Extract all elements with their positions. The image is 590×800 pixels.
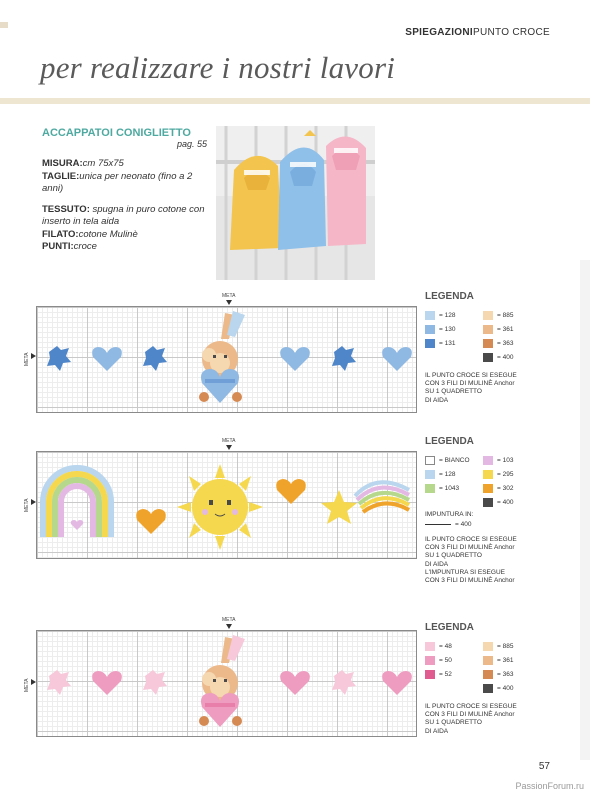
page-title: per realizzare i nostri lavori	[40, 50, 396, 85]
meta-label-top: META	[222, 438, 236, 444]
page-edge-strip	[580, 260, 590, 760]
meta-arrow-top	[226, 445, 232, 450]
color-swatch	[425, 670, 435, 679]
cross-stitch-chart-rainbow-sun	[36, 451, 417, 559]
project-title: ACCAPPATOI CONIGLIETTO	[42, 127, 191, 139]
color-swatch	[425, 311, 435, 320]
sizes-value: unica per neonato (fino a 2 anni)	[42, 170, 193, 194]
color-swatch	[483, 339, 493, 348]
legend-chart-1: LEGENDA = 128 = 885 = 130 = 361 = 131 = 363 = 400 IL PUNTO CROCE SI ESEGUE CON 3 FILI DI MULINÈ Anchor SU 1 QUADRETTO DI AIDA	[425, 291, 575, 405]
size-value: cm 75x75	[82, 158, 124, 169]
impuntura-legend: = 400	[425, 521, 575, 528]
section-header: SPIEGAZIONIPUNTO CROCE	[405, 27, 550, 38]
color-swatch	[483, 311, 493, 320]
color-swatch	[425, 470, 435, 479]
meta-arrow-top	[226, 624, 232, 629]
meta-label-top: META	[222, 293, 236, 299]
watermark: PassionForum.ru	[515, 781, 584, 791]
page-number: 57	[538, 761, 550, 772]
color-swatch	[483, 470, 493, 479]
cross-stitch-chart-bunny-pink	[36, 630, 417, 737]
color-swatch	[425, 325, 435, 334]
color-swatch	[483, 484, 493, 493]
legend-note: IL PUNTO CROCE SI ESEGUE CON 3 FILI DI MULINÈ Anchor SU 1 QUADRETTO DI AIDA	[425, 703, 517, 735]
color-swatch	[425, 339, 435, 348]
color-swatch	[425, 456, 435, 465]
color-swatch	[483, 456, 493, 465]
legend-title: LEGENDA	[425, 291, 474, 302]
color-swatch	[483, 498, 493, 507]
legend-title: LEGENDA	[425, 436, 474, 447]
color-swatch	[483, 353, 493, 362]
legend-chart-3: LEGENDA = 48 = 885 = 50 = 361 = 52 = 363 = 400 IL PUNTO CROCE SI ESEGUE CON 3 FILI DI MULINÈ Anchor SU 1 QUADRETTO DI AIDA	[425, 622, 575, 736]
color-swatch	[483, 656, 493, 665]
fabric-value: spugna in puro cotone con inserto in tela aida	[42, 203, 205, 227]
thread-value: cotone Mulinè	[78, 228, 138, 240]
legend-note: IL PUNTO CROCE SI ESEGUE CON 3 FILI DI MULINÈ Anchor SU 1 QUADRETTO DI AIDA L'IMPUNTURA SI ESEGUE CON 3 FILI DI MULINÈ Anchor	[425, 536, 517, 585]
page-reference: pag. 55	[176, 138, 207, 149]
meta-label-left: META	[24, 352, 30, 366]
project-info: ACCAPPATOI CONIGLIETTO pag. 55 MISURA:cm 75x75 TAGLIE:unica per neonato (fino a 2 anni) TESSUTO: spugna in puro cotone con inserto in tela aida FILATO:cotone Mulinè PUNTI:croce	[42, 127, 207, 252]
color-swatch	[483, 670, 493, 679]
meta-label-top: META	[222, 617, 236, 623]
color-swatch	[425, 656, 435, 665]
color-swatch	[425, 484, 435, 493]
legend-title: LEGENDA	[425, 622, 474, 633]
meta-arrow-top	[226, 300, 232, 305]
stitch-value: croce	[73, 241, 97, 252]
meta-label-left: META	[24, 498, 30, 512]
impuntura-label: IMPUNTURA IN:	[425, 511, 474, 518]
corner-accent	[0, 22, 8, 28]
color-swatch	[425, 642, 435, 651]
legend-chart-2: LEGENDA = BIANCO = 103 = 128 = 295 = 1043 = 302 = 400 IMPUNTURA IN: = 400 IL PUNTO CROCE SI ESEGUE CON 3 FILI DI MULINÈ Anchor SU 1 QUADRETTO DI AIDA L'IMPUNTURA SI ESEGUE CON 3 FILI DI MULINÈ Anchor	[425, 436, 575, 585]
color-swatch	[483, 684, 493, 693]
color-swatch	[483, 325, 493, 334]
legend-note: IL PUNTO CROCE SI ESEGUE CON 3 FILI DI MULINÈ Anchor SU 1 QUADRETTO DI AIDA	[425, 372, 517, 404]
color-swatch	[483, 642, 493, 651]
title-divider	[0, 98, 590, 104]
product-photo	[216, 126, 375, 280]
meta-label-left: META	[24, 678, 30, 692]
cross-stitch-chart-bunny-blue	[36, 306, 417, 413]
